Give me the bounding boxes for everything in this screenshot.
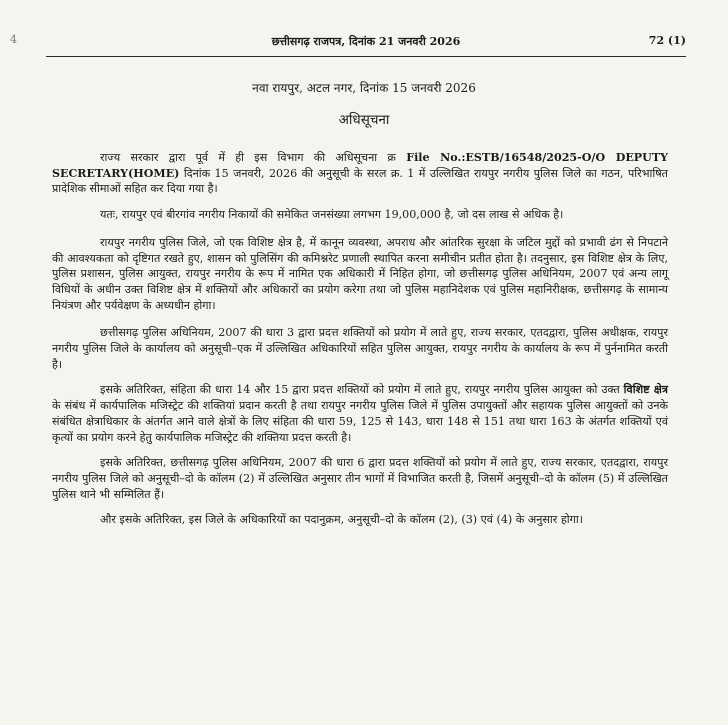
gazette-title-line: छत्तीसगढ़ राजपत्र, दिनांक 21 जनवरी 2026 xyxy=(271,35,461,48)
page-number: 72 (1) xyxy=(648,34,686,47)
paragraph-2: यतः, रायपुर एवं बीरगांव नगरीय निकायों की समेकित जनसंख्या लगभग 19,00,000 है, जो दस लाख से अधिक है। xyxy=(100,208,564,222)
paragraph-3: रायपुर नगरीय पुलिस जिले, जो एक विशिष्ट क्षेत्र है, में कानून व्यवस्था, अपराध और आंतरिक सुरक्षा के जटिल मुद्दों को प्रभावी ढंग से निपटाने की आवश्यकता को दृष्टिगत रखते हुए, शासन को पुलिसिंग की कमिश्नरेट प्रणाली स्थापित करना समीचीन प्रतीत होता है। तदनुसार, इस विशिष्ट क्षेत्र के लिए, पुलिस प्रशासन, पुलिस आयुक्त, रायपुर नगरीय के रूप में नामित एक अधिकारी में निहित होगा, जो छत्तीसगढ़ पुलिस अधिनियम, 2007 एवं अन्य लागू विधियों के अधीन उक्त विशिष्ट क्षेत्र में शक्तियों और अधिकारों का प्रयोग करेगा तथा जो पुलिस महानिदेशक एवं पुलिस महानिरीक्षक, छत्तीसगढ़ के सामान्य नियंत्रण और पर्यवेक्षण के अध्यधीन होगा। xyxy=(52,235,668,312)
special-area-term: विशिष्ट क्षेत्र xyxy=(623,383,668,397)
place-date-line: नवा रायपुर, अटल नगर, दिनांक 15 जनवरी 2026 xyxy=(252,81,476,95)
header-rule xyxy=(46,56,686,57)
paragraph-1-text-a: राज्य सरकार द्वारा पूर्व में ही इस विभाग की अधिसूचना क्र xyxy=(100,151,407,164)
paragraph-5 xyxy=(52,382,668,445)
paragraph-5-text-b: के संबंध में कार्यपालिक मजिस्ट्रेट की शक्तियां प्रदान करती है तथा रायपुर नगरीय पुलिस जिले में पुलिस उपायुक्तों और सहायक पुलिस आयुक्तों को उनके संबंधित क्षेत्राधिकार के अंतर्गत आने वाले क्षेत्रों के लिए संहिता की धारा 59, 125 से 143, धारा 148 से 151 तथा धारा 163 के अंतर्गत शक्तियों एवं कृत्यों का प्रयोग करने हेतु कार्यपालिक मजिस्ट्रेट की शक्तिया प्रदत्त करती है। xyxy=(52,399,668,444)
notification-title: अधिसूचना xyxy=(338,112,390,128)
notification-body xyxy=(52,150,668,538)
paragraph-7: और इसके अतिरिक्त, इस जिले के अधिकारियों का पदानुक्रम, अनुसूची–दो के कॉलम (2), (3) एवं (4) के अनुसार होगा। xyxy=(100,513,583,527)
paragraph-1-text-b: दिनांक 15 जनवरी, 2026 की अनुसूची के सरल क्र. 1 में उल्लिखित रायपुर नगरीय पुलिस जिले का गठन, परिभाषित प्रादेशिक सीमाओं सहित कर दिया गया है। xyxy=(52,166,668,196)
file-number: File No.:ESTB/16548/2025-O/O DEPUTY SECRETARY(HOME) xyxy=(52,151,668,180)
gazette-header xyxy=(46,34,686,54)
paragraph-5-text-a: इसके अतिरिक्त, संहिता की धारा 14 और 15 द्वारा प्रदत्त शक्तियों को प्रयोग में लाते हुए, रायपुर नगरीय पुलिस आयुक्त को उक्त xyxy=(100,383,624,397)
paragraph-6: इसके अतिरिक्त, छत्तीसगढ़ पुलिस अधिनियम, 2007 की धारा 6 द्वारा प्रदत्त शक्तियों को प्रयोग में लाते हुए, राज्य सरकार, एतदद्वारा, रायपुर नगरीय पुलिस जिले को अनुसूची–दो के कॉलम (2) में उल्लिखित अनुसार तीन भागों में विभाजित करती है, जिसमें अनुसूची–दो के कॉलम (5) में उल्लिखित पुलिस थाने भी सम्मिलित हैं। xyxy=(52,456,668,501)
page-corner-marker: 4 xyxy=(10,33,17,46)
paragraph-4: छत्तीसगढ़ पुलिस अधिनियम, 2007 की धारा 3 द्वारा प्रदत्त शक्तियों को प्रयोग में लाते हुए, राज्य सरकार, एतदद्वारा, पुलिस अधीक्षक, रायपुर नगरीय पुलिस जिले के कार्यालय को अनुसूची–एक में उल्लिखित अधिकारियों सहित पुलिस आयुक्त, रायपुर नगरीय के कार्यालय के रूप में पुर्ननामित करती है। xyxy=(52,326,668,371)
paragraph-1 xyxy=(52,150,668,197)
